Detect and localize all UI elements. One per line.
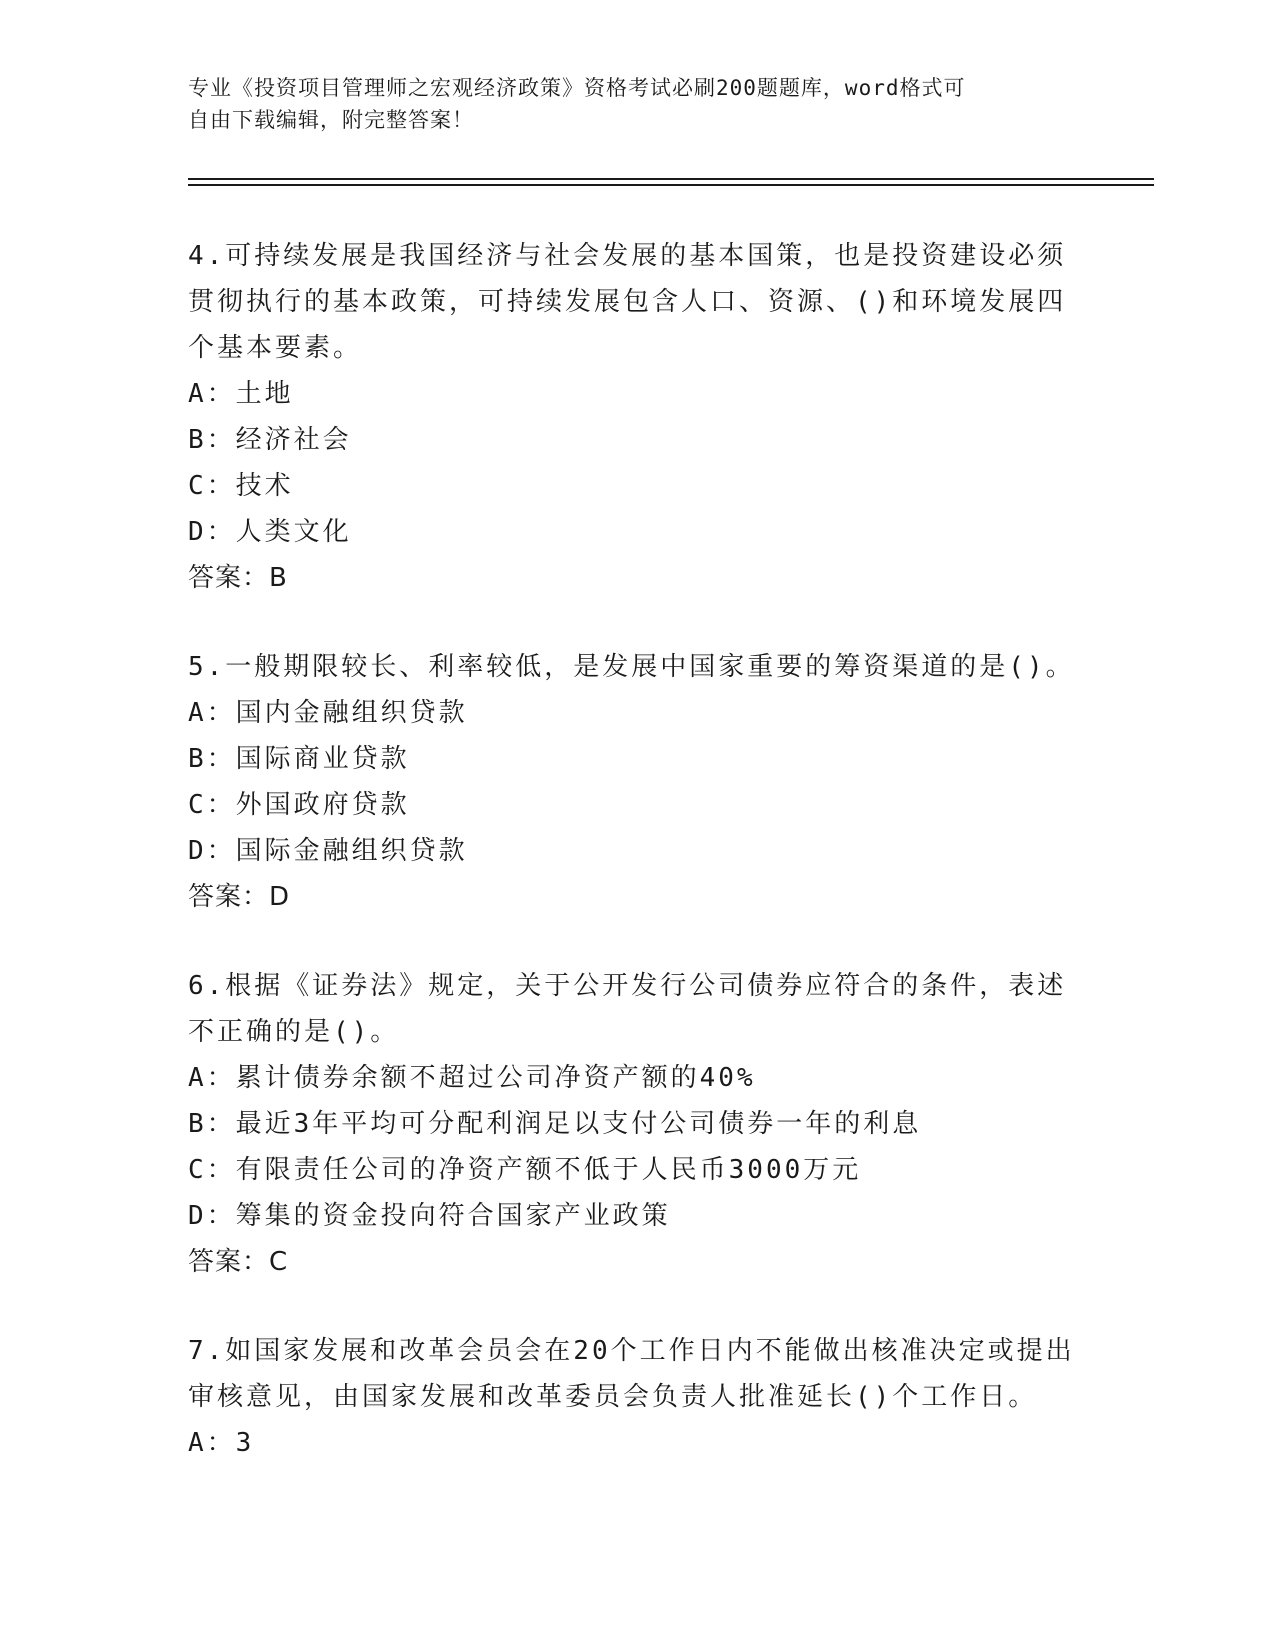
question-stem-line: 不正确的是()。 <box>188 1017 400 1047</box>
question-stem-line: 4.可持续发展是我国经济与社会发展的基本国策，也是投资建设必须 <box>188 241 1067 271</box>
question-stem-line: 7.如国家发展和改革会员会在20个工作日内不能做出核准决定或提出 <box>188 1336 1075 1366</box>
question-4 <box>188 233 1088 601</box>
option-d: D：人类文化 <box>188 517 352 547</box>
option-a: A：国内金融组织贷款 <box>188 698 468 728</box>
option-b: B：国际商业贷款 <box>188 744 410 774</box>
option-d: D：筹集的资金投向符合国家产业政策 <box>188 1201 671 1231</box>
option-b: B：经济社会 <box>188 425 352 455</box>
header-divider-bottom <box>188 184 1154 186</box>
option-a: A：土地 <box>188 379 294 409</box>
option-c: C：技术 <box>188 471 294 501</box>
question-stem-line: 5.一般期限较长、利率较低，是发展中国家重要的筹资渠道的是()。 <box>188 652 1075 682</box>
header-line-1: 专业《投资项目管理师之宏观经济政策》资格考试必刷200题题库，word格式可 <box>188 76 966 100</box>
option-c: C：有限责任公司的净资产额不低于人民币3000万元 <box>188 1155 862 1185</box>
option-d: D：国际金融组织贷款 <box>188 836 468 866</box>
option-a: A：累计债券余额不超过公司净资产额的40% <box>188 1063 756 1093</box>
question-7 <box>188 1328 1088 1466</box>
document-header <box>188 72 1068 136</box>
option-a: A：3 <box>188 1428 255 1458</box>
question-6 <box>188 963 1088 1285</box>
question-list <box>188 233 1088 1509</box>
question-stem-line: 审核意见，由国家发展和改革委员会负责人批准延长()个工作日。 <box>188 1382 1038 1412</box>
question-5 <box>188 644 1088 920</box>
question-stem-line: 贯彻执行的基本政策，可持续发展包含人口、资源、()和环境发展四 <box>188 287 1067 317</box>
answer-label: 答案：C <box>188 1247 289 1277</box>
header-divider-top <box>188 178 1154 180</box>
question-stem-line: 6.根据《证券法》规定，关于公开发行公司债券应符合的条件，表述 <box>188 971 1067 1001</box>
answer-label: 答案：B <box>188 563 288 593</box>
answer-label: 答案：D <box>188 882 291 912</box>
option-c: C：外国政府贷款 <box>188 790 410 820</box>
option-b: B：最近3年平均可分配利润足以支付公司债券一年的利息 <box>188 1109 922 1139</box>
question-stem-line: 个基本要素。 <box>188 333 363 363</box>
header-line-2: 自由下载编辑，附完整答案！ <box>188 108 474 132</box>
